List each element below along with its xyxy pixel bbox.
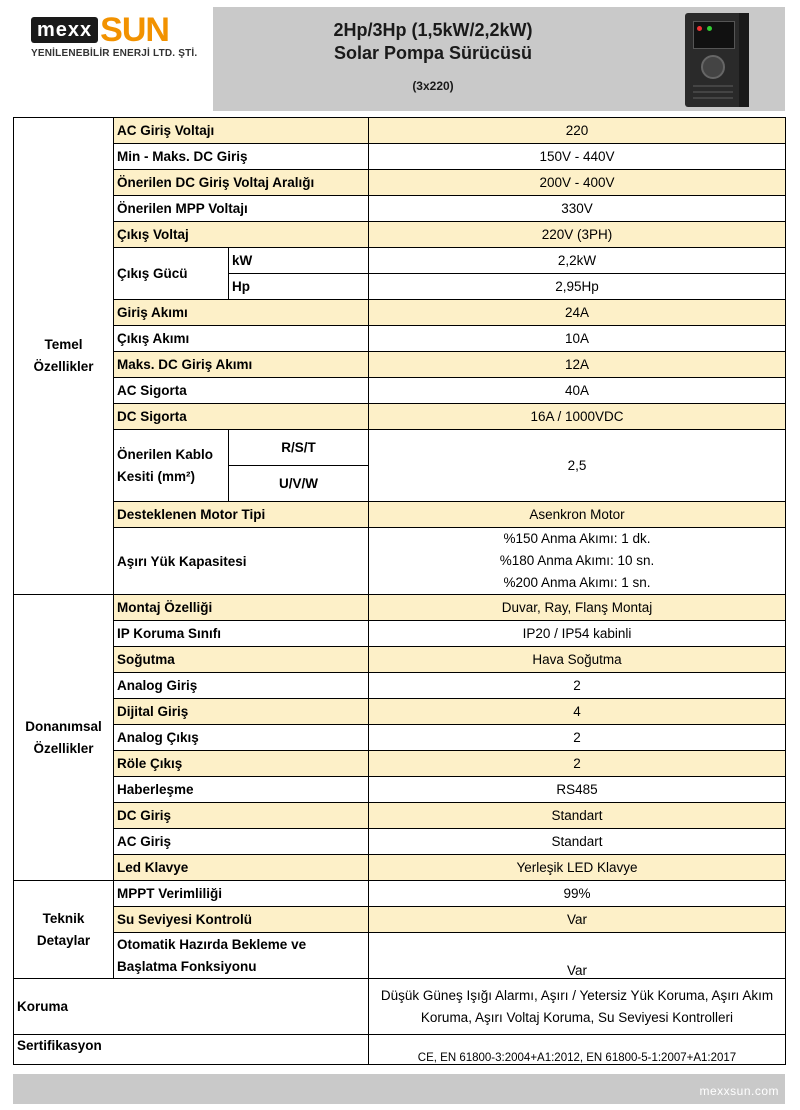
device-led-green: [707, 26, 712, 31]
table-row: [14, 979, 786, 1035]
spec-value: CE, EN 61800-3:2004+A1:2012, EN 61800-5-1:2007+A1:2017: [369, 1035, 786, 1065]
spec-value: Duvar, Ray, Flanş Montaj: [369, 595, 786, 621]
table-row: [14, 222, 786, 248]
spec-value: Yerleşik LED Klavye: [369, 855, 786, 881]
spec-value: [369, 528, 786, 595]
spec-label: Çıkış Gücü: [114, 248, 229, 300]
table-row: [14, 528, 786, 595]
spec-value: 40A: [369, 378, 786, 404]
table-row: [14, 196, 786, 222]
logo-subtitle: YENİLENEBİLİR ENERJİ LTD. ŞTİ.: [31, 48, 198, 59]
spec-value: Var: [369, 933, 786, 979]
product-image: [685, 13, 749, 107]
spec-label: Montaj Özelliği: [114, 595, 369, 621]
table-row: [14, 502, 786, 528]
spec-value: 220: [369, 118, 786, 144]
table-row: [14, 118, 786, 144]
spec-sublabel: R/S/T: [229, 430, 369, 466]
device-knob: [701, 55, 725, 79]
spec-label: AC Giriş: [114, 829, 369, 855]
spec-label: MPPT Verimliliği: [114, 881, 369, 907]
spec-value: RS485: [369, 777, 786, 803]
page-footer: [13, 1074, 785, 1104]
table-row: [14, 907, 786, 933]
table-row: [14, 881, 786, 907]
spec-sublabel: Hp: [229, 274, 369, 300]
table-row: [14, 595, 786, 621]
category-donanim: Donanımsal Özellikler: [14, 595, 114, 881]
spec-value: 330V: [369, 196, 786, 222]
title-power: 2Hp/3Hp (1,5kW/2,2kW): [333, 20, 533, 40]
table-row: [14, 699, 786, 725]
spec-label: Sertifikasyon: [14, 1035, 369, 1065]
company-logo: [13, 7, 213, 111]
title-product: Solar Pompa Sürücüsü: [333, 43, 533, 63]
website-link[interactable]: mexxsun.com: [699, 1084, 779, 1098]
device-vent: [693, 85, 733, 87]
spec-value: Asenkron Motor: [369, 502, 786, 528]
device-vent: [693, 97, 733, 99]
category-teknik: Teknik Detaylar: [14, 881, 114, 979]
spec-label: Min - Maks. DC Giriş: [114, 144, 369, 170]
spec-value: 2: [369, 673, 786, 699]
table-row: [14, 352, 786, 378]
spec-label: Önerilen MPP Voltajı: [114, 196, 369, 222]
spec-value: Düşük Güneş Işığı Alarmı, Aşırı / Yetersiz Yük Koruma, Aşırı Akım Koruma, Aşırı Voltaj Koruma, Su Seviyesi Kontrolleri: [369, 979, 786, 1035]
spec-label: Koruma: [14, 979, 369, 1035]
spec-label: Soğutma: [114, 647, 369, 673]
overload-line: %200 Anma Akımı: 1 sn.: [503, 575, 651, 590]
spec-label: Önerilen Kablo Kesiti (mm²): [114, 430, 229, 502]
table-row: [14, 248, 786, 274]
spec-label: Desteklenen Motor Tipi: [114, 502, 369, 528]
spec-label: Çıkış Voltaj: [114, 222, 369, 248]
spec-label: Maks. DC Giriş Akımı: [114, 352, 369, 378]
table-row: [14, 170, 786, 196]
spec-value: 2: [369, 725, 786, 751]
spec-sublabel: kW: [229, 248, 369, 274]
table-row: [14, 855, 786, 881]
table-row: [14, 725, 786, 751]
spec-value: Hava Soğutma: [369, 647, 786, 673]
table-row: [14, 933, 786, 979]
table-row: [14, 751, 786, 777]
product-title: [283, 19, 583, 65]
spec-value: 220V (3PH): [369, 222, 786, 248]
spec-label: Çıkış Akımı: [114, 326, 369, 352]
spec-value: Standart: [369, 803, 786, 829]
table-row: [14, 1035, 786, 1065]
spec-label: Önerilen DC Giriş Voltaj Aralığı: [114, 170, 369, 196]
spec-value: 2,5: [369, 430, 786, 502]
spec-label: DC Sigorta: [114, 404, 369, 430]
spec-label: Aşırı Yük Kapasitesi: [114, 528, 369, 595]
device-led-red: [697, 26, 702, 31]
table-row: [14, 430, 786, 466]
table-row: [14, 673, 786, 699]
device-side: [739, 13, 749, 107]
spec-label: Led Klavye: [114, 855, 369, 881]
table-row: [14, 144, 786, 170]
spec-value: 150V - 440V: [369, 144, 786, 170]
spec-value: 2,2kW: [369, 248, 786, 274]
product-subtitle: (3x220): [412, 79, 454, 93]
table-row: [14, 803, 786, 829]
device-vent: [693, 91, 733, 93]
table-row: [14, 829, 786, 855]
spec-label: Analog Giriş: [114, 673, 369, 699]
spec-sublabel: U/V/W: [229, 466, 369, 502]
spec-label: Giriş Akımı: [114, 300, 369, 326]
spec-table: [13, 117, 786, 1065]
spec-label: Haberleşme: [114, 777, 369, 803]
spec-value: 4: [369, 699, 786, 725]
spec-value: 16A / 1000VDC: [369, 404, 786, 430]
table-row: [14, 404, 786, 430]
spec-label: AC Sigorta: [114, 378, 369, 404]
spec-label: IP Koruma Sınıfı: [114, 621, 369, 647]
table-row: [14, 777, 786, 803]
spec-value: 12A: [369, 352, 786, 378]
overload-line: %180 Anma Akımı: 10 sn.: [499, 553, 655, 568]
category-temel: Temel Özellikler: [14, 118, 114, 595]
logo-mexx: mexx: [31, 17, 98, 43]
table-row: [14, 621, 786, 647]
spec-value: 2: [369, 751, 786, 777]
spec-label: Dijital Giriş: [114, 699, 369, 725]
spec-label: Su Seviyesi Kontrolü: [114, 907, 369, 933]
spec-value: IP20 / IP54 kabinli: [369, 621, 786, 647]
spec-label: Analog Çıkış: [114, 725, 369, 751]
spec-value: 10A: [369, 326, 786, 352]
spec-value: Standart: [369, 829, 786, 855]
page-header: [13, 7, 785, 111]
table-row: [14, 647, 786, 673]
table-row: [14, 300, 786, 326]
spec-label: DC Giriş: [114, 803, 369, 829]
logo-sun: SUN: [100, 11, 169, 49]
table-row: [14, 326, 786, 352]
table-row: [14, 378, 786, 404]
spec-label: Otomatik Hazırda Bekleme ve Başlatma Fonksiyonu: [114, 933, 369, 979]
spec-value: Var: [369, 907, 786, 933]
spec-value: 2,95Hp: [369, 274, 786, 300]
overload-line: %150 Anma Akımı: 1 dk.: [503, 531, 651, 546]
spec-value: 200V - 400V: [369, 170, 786, 196]
spec-value: 99%: [369, 881, 786, 907]
spec-label: AC Giriş Voltajı: [114, 118, 369, 144]
spec-label: Röle Çıkış: [114, 751, 369, 777]
spec-value: 24A: [369, 300, 786, 326]
